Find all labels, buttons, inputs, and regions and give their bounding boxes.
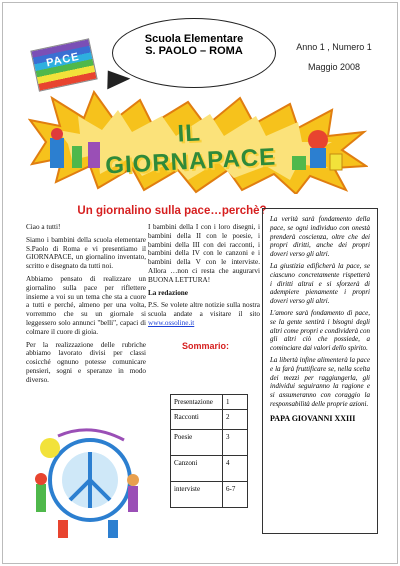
quote-paragraph: L'amore sarà fondamento di pace, se la gente sentirà i bisogni degli altri come propri e condividerà con gli altri ciò che possiede, a cominciare dai valori dello spirito. [270, 308, 370, 353]
table-row[interactable]: Poesie 3 [171, 430, 248, 456]
quote-box [262, 208, 378, 534]
paragraph: Ciao a tutti! [26, 223, 61, 231]
table-row[interactable]: interviste 6-7 [171, 482, 248, 508]
editorial-signature: La redazione [148, 288, 188, 297]
issue-number: Anno 1 , Numero 1 [296, 42, 372, 52]
children-peace-drawing [28, 424, 148, 539]
quote-paragraph: La verità sarà fondamento della pace, se ogni individuo con onestà prenderà coscienza, oltre che dei propri diritti, anche dei propri doveri verso gli altri. [270, 215, 370, 259]
school-location: S. PAOLO – ROMA [145, 45, 243, 57]
child-drawing-right-icon [290, 126, 346, 172]
table-row[interactable]: Canzoni 4 [171, 456, 248, 482]
masthead-title-art: IL GIORNAPACE [104, 119, 277, 180]
child-drawing-left-icon [46, 128, 106, 172]
school-name: Scuola Elementare [144, 33, 244, 45]
paragraph: Per la realizzazione delle rubriche abbiamo lavorato divisi per classi cosicché ognuno potesse comunicare pensieri, sogni e speranze in modo diverso. [26, 340, 146, 384]
quote-signature: PAPA GIOVANNI XXIII [270, 413, 356, 423]
article-headline: Un giornalino sulla pace…perchè? [77, 205, 267, 217]
table-row[interactable]: Presentazione 1 [171, 395, 248, 410]
peace-flag-image: PACE [30, 38, 97, 92]
paragraph: I bambini della I con i loro disegni, i bambini della II con le poesie, i bambini della III con dei racconti, i bambini della IV con le canzoni e i bambini della V con le interviste. Allora …non ci resta che augurarvi BUONA LETTURA! [148, 223, 260, 284]
sommario-title: Sommario: [182, 341, 230, 351]
paragraph: Abbiamo pensato di realizzare un giornalino sulla pace per riflettere insieme a voi su un tema che sta a cuore a tutti e perché, almeno per una volta, vorremmo che su un giornale si leggessero solo annunci "belli", capaci di colmare il cuore di gioia. [26, 274, 146, 336]
article-column-2 [148, 223, 260, 332]
website-link[interactable]: www.ossoline.it [148, 318, 195, 327]
quote-paragraph: La giustizia edificherà la pace, se ciascuno concretamente rispetterà i diritti altrui e si sforzerà di adempiere pienamente i propri doveri verso gli altri. [270, 261, 370, 306]
issue-date: Maggio 2008 [307, 62, 361, 72]
school-speech-bubble [112, 18, 276, 88]
quote-paragraph: La libertà infine alimenterà la pace e la farà fruttificare se, nella scelta dei mezzi per raggiungerla, gli individui seguiranno la ragione e si assumeranno con coraggio la responsabilità delle proprie azioni. [270, 355, 370, 408]
article-column-1 [26, 223, 146, 389]
table-row[interactable]: Racconti 2 [171, 410, 248, 430]
sommario-table [170, 394, 248, 508]
ps-note: P.S. Se volete altre notizie sulla nostra scuola andate a visitare il sito www.ossoline.it [148, 301, 260, 327]
issue-info [296, 40, 372, 74]
paragraph: Siamo i bambini della scuola elementare S.Paolo di Roma e vi presentiamo il GIORNAPACE, un giornalino inventato, scritto e disegnato da tutti noi. [26, 235, 146, 271]
